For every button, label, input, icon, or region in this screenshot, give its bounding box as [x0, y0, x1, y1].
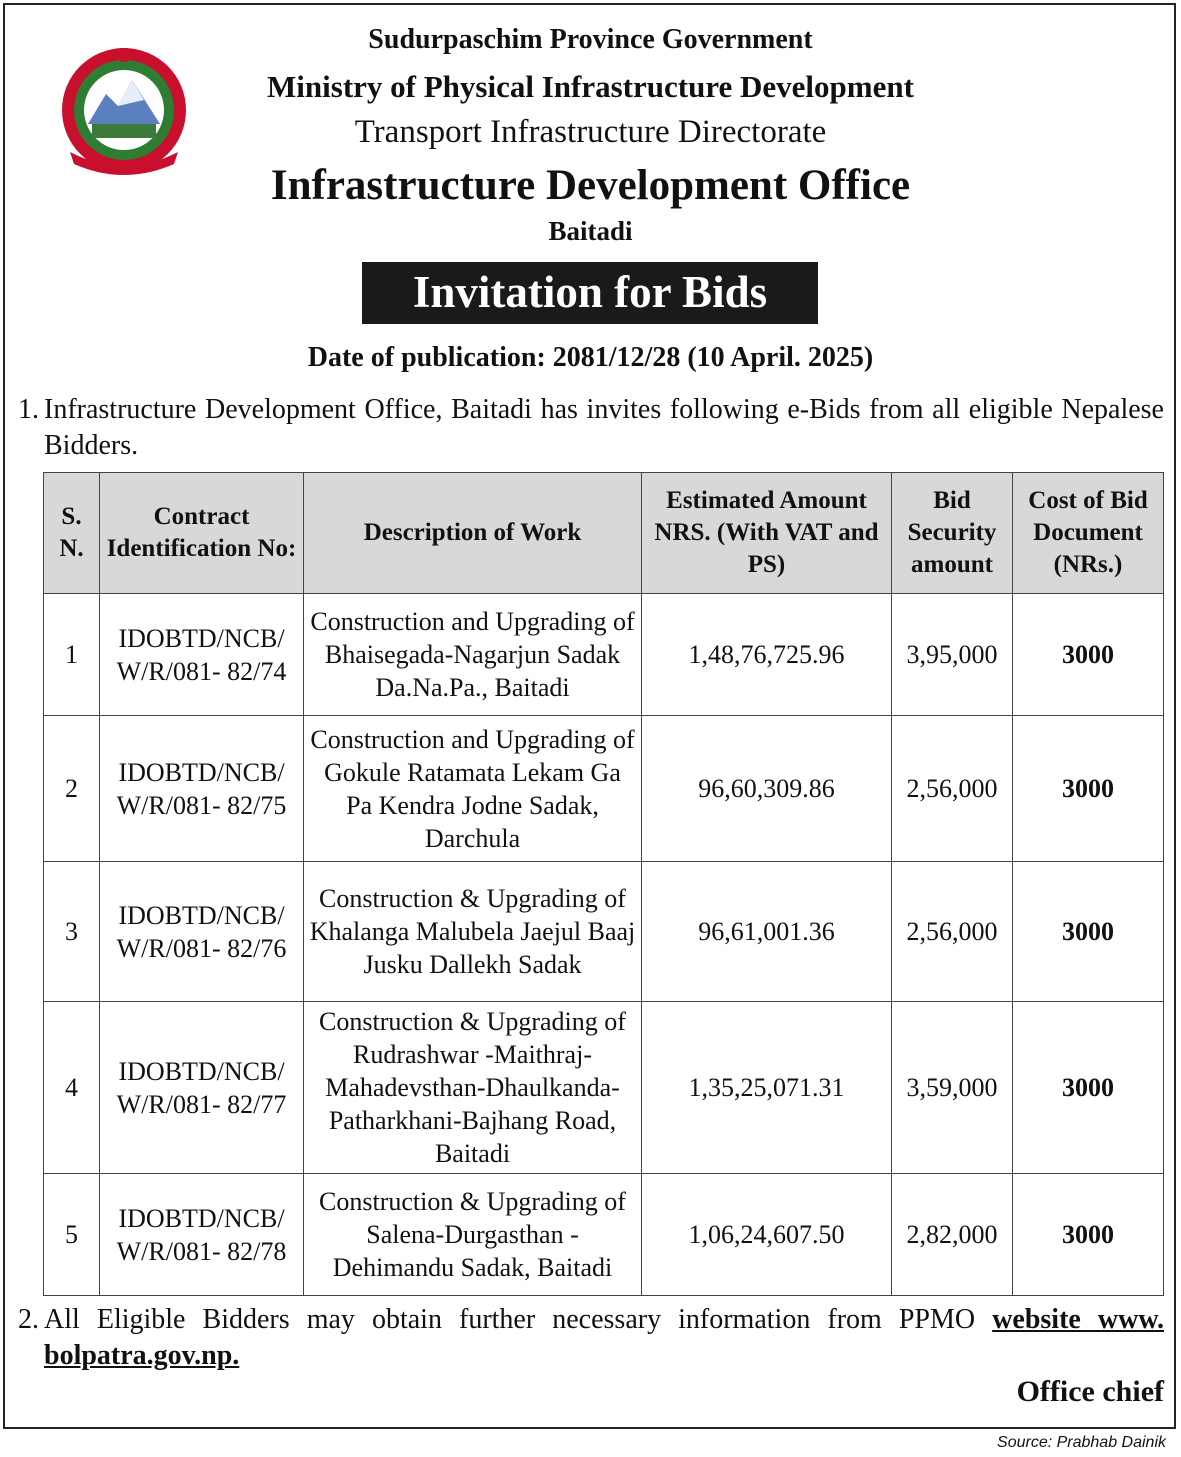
table-header-row: [44, 473, 1164, 594]
cell-description: Construction and Upgrading of Gokule Ratamata Lekam Ga Pa Kendra Jodne Sadak, Darchula: [304, 716, 642, 862]
paragraph-1-text: Infrastructure Development Office, Baitadi has invites following e-Bids from all eligible Nepalese Bidders.: [44, 394, 1164, 461]
cell-cost: 3000: [1013, 594, 1164, 716]
cell-security: 2,56,000: [892, 862, 1013, 1002]
office-heading: Infrastructure Development Office: [270, 162, 911, 209]
province-heading: Sudurpaschim Province Government: [368, 24, 813, 55]
table-row: [44, 594, 1164, 716]
publication-date: Date of publication: 2081/12/28 (10 April. 2025): [307, 342, 874, 373]
cell-estimate: 1,48,76,725.96: [642, 594, 892, 716]
cell-cost: 3000: [1013, 862, 1164, 1002]
cell-contract: IDOBTD/NCB/ W/R/081- 82/76: [100, 862, 304, 1002]
cell-estimate: 96,60,309.86: [642, 716, 892, 862]
cell-sn: 4: [44, 1002, 100, 1174]
col-header-contract: Contract Identification No:: [100, 473, 304, 594]
cell-contract: IDOBTD/NCB/ W/R/081- 82/77: [100, 1002, 304, 1174]
notice-title: Invitation for Bids: [362, 262, 818, 324]
cell-contract: IDOBTD/NCB/ W/R/081- 82/78: [100, 1174, 304, 1296]
table-row: [44, 1174, 1164, 1296]
col-header-cost: Cost of Bid Document (NRs.): [1013, 473, 1164, 594]
cell-sn: 3: [44, 862, 100, 1002]
cell-description: Construction & Upgrading of Salena-Durgasthan -Dehimandu Sadak, Baitadi: [304, 1174, 642, 1296]
cell-security: 3,59,000: [892, 1002, 1013, 1174]
cell-estimate: 96,61,001.36: [642, 862, 892, 1002]
col-header-estimate: Estimated Amount NRS. (With VAT and PS): [642, 473, 892, 594]
cell-security: 2,56,000: [892, 716, 1013, 862]
signature: Office chief: [1016, 1375, 1164, 1408]
col-header-sn: S. N.: [44, 473, 100, 594]
cell-security: 3,95,000: [892, 594, 1013, 716]
cell-sn: 2: [44, 716, 100, 862]
location-heading: Baitadi: [548, 216, 633, 246]
paragraph-2-body: [44, 1302, 1164, 1374]
cell-description: Construction & Upgrading of Rudrashwar -Maithraj- Mahadevsthan-Dhaulkanda- Patharkhani-Bajhang Road, Baitadi: [304, 1002, 642, 1174]
cell-security: 2,82,000: [892, 1174, 1013, 1296]
cell-contract: IDOBTD/NCB/ W/R/081- 82/75: [100, 716, 304, 862]
paragraph-2: [18, 1302, 1164, 1374]
cell-cost: 3000: [1013, 1002, 1164, 1174]
table-row: [44, 862, 1164, 1002]
cell-estimate: 1,06,24,607.50: [642, 1174, 892, 1296]
cell-sn: 5: [44, 1174, 100, 1296]
col-header-security: Bid Security amount: [892, 473, 1013, 594]
paragraph-1-number: 1.: [18, 394, 39, 425]
col-header-description: Description of Work: [304, 473, 642, 594]
table-row: [44, 1002, 1164, 1174]
cell-contract: IDOBTD/NCB/ W/R/081- 82/74: [100, 594, 304, 716]
directorate-heading: Transport Infrastructure Directorate: [354, 114, 827, 150]
cell-description: Construction & Upgrading of Khalanga Malubela Jaejul Baaj Jusku Dallekh Sadak: [304, 862, 642, 1002]
nepal-emblem-icon: [48, 40, 200, 180]
cell-estimate: 1,35,25,071.31: [642, 1002, 892, 1174]
paragraph-1: [18, 392, 1164, 464]
source-credit: Source: Prabhab Dainik: [997, 1434, 1166, 1451]
cell-sn: 1: [44, 594, 100, 716]
paragraph-2-number: 2.: [18, 1304, 39, 1335]
table-row: [44, 716, 1164, 862]
ministry-heading: Ministry of Physical Infrastructure Development: [267, 69, 914, 104]
paragraph-2-text: All Eligible Bidders may obtain further necessary information from PPMO: [44, 1304, 976, 1335]
ppmo-website-link[interactable]: website www. bolpatra.gov.np.: [44, 1304, 1165, 1371]
cell-cost: 3000: [1013, 716, 1164, 862]
cell-cost: 3000: [1013, 1174, 1164, 1296]
cell-description: Construction and Upgrading of Bhaisegada-Nagarjun Sadak Da.Na.Pa., Baitadi: [304, 594, 642, 716]
bids-table: [43, 472, 1164, 1296]
